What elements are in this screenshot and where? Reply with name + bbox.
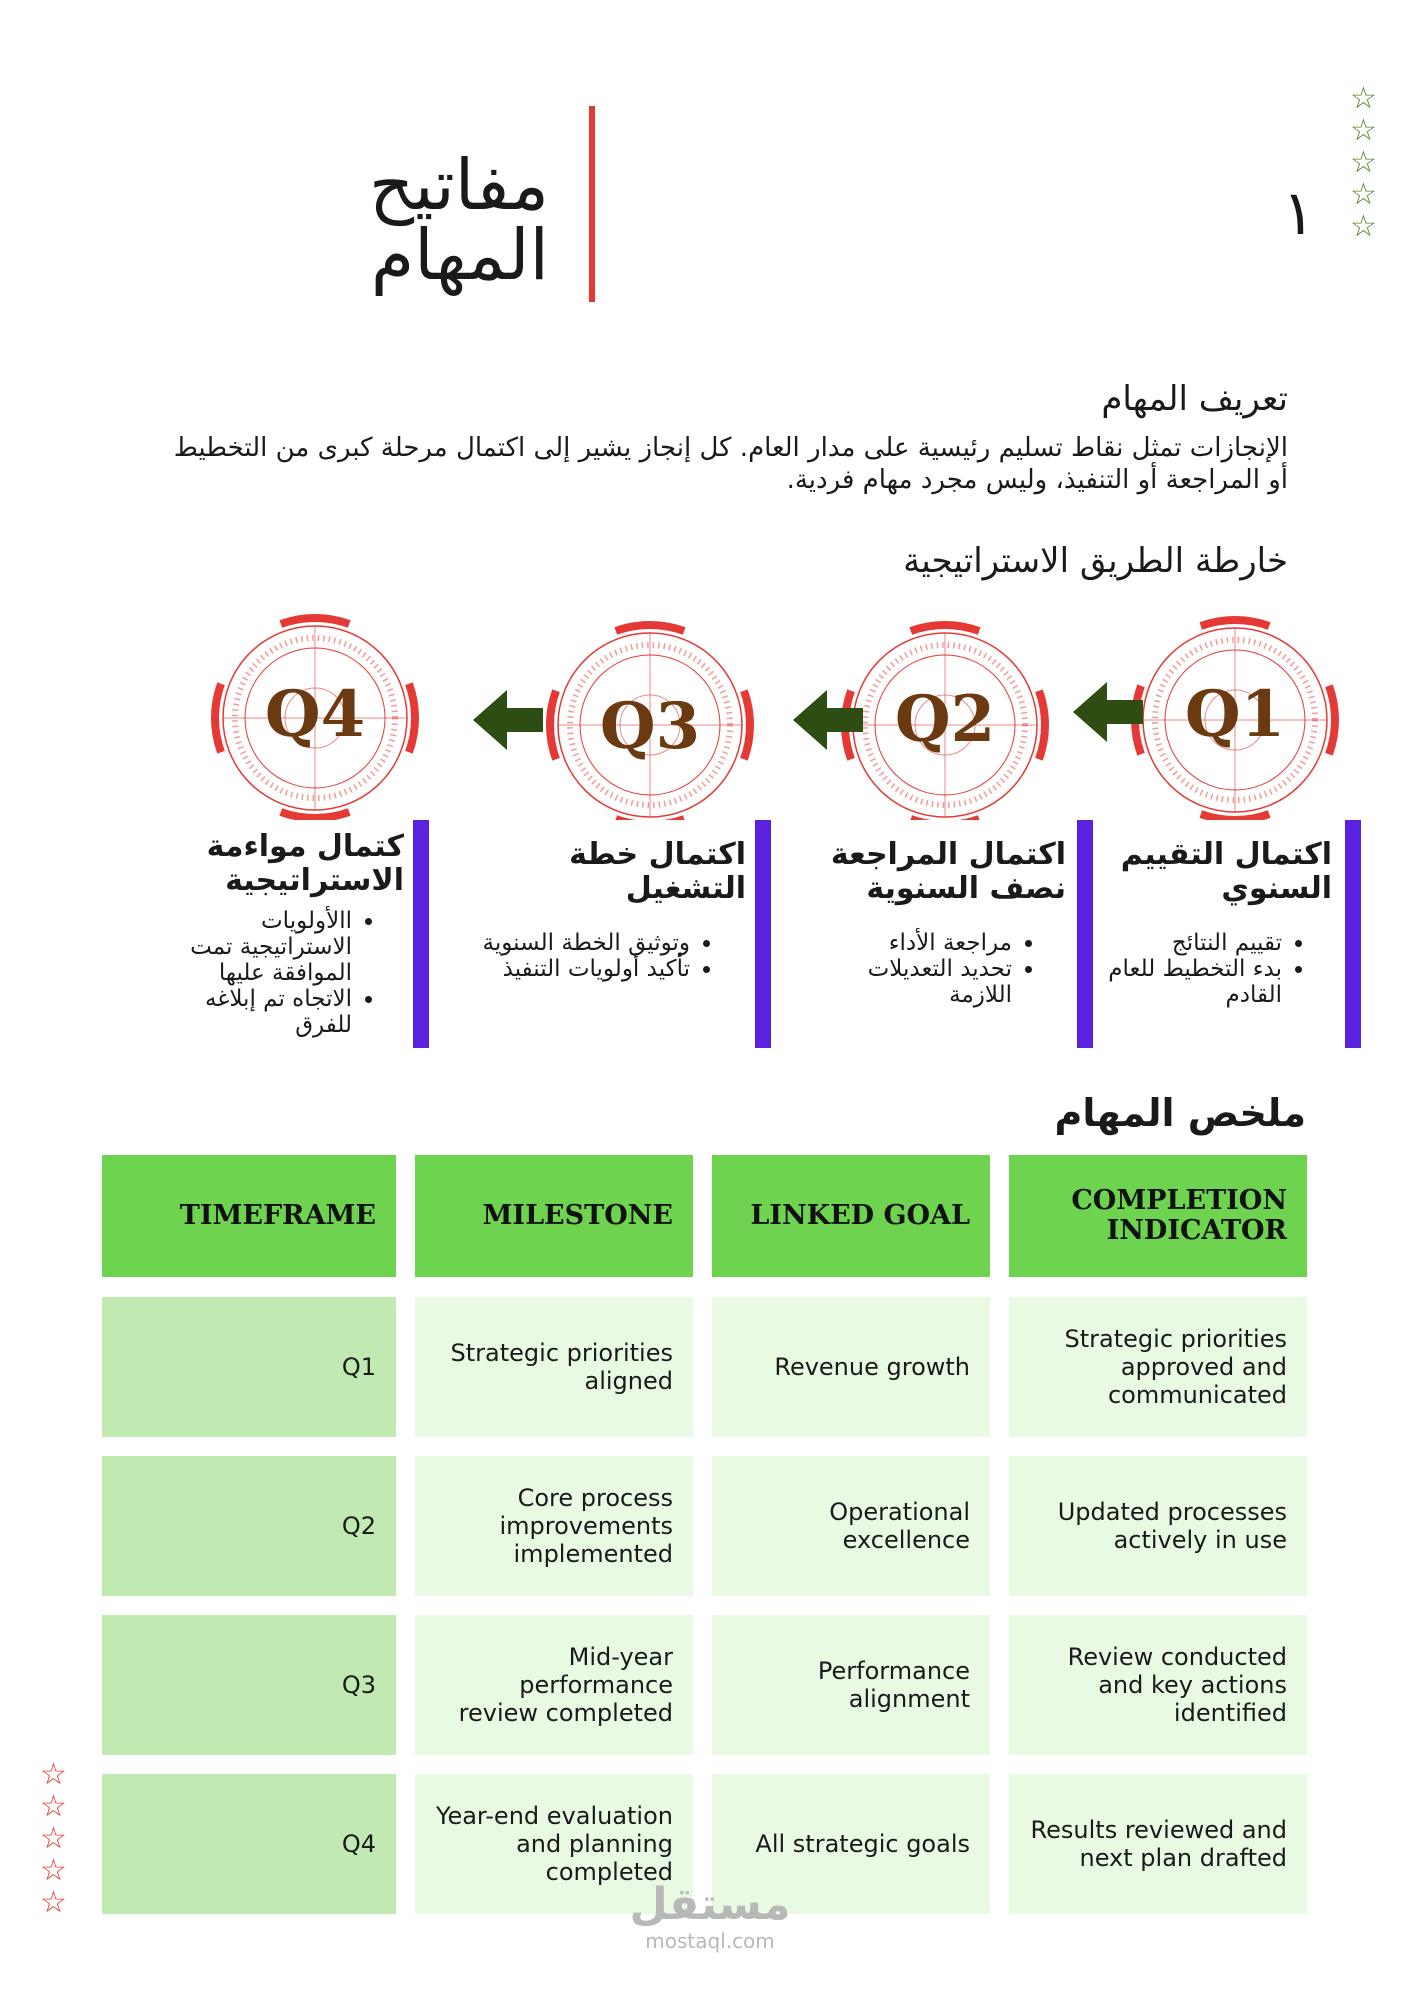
ring-arc-q1-2 — [1201, 814, 1269, 820]
table-header-completion-indicator: COMPLETION INDICATOR — [1009, 1155, 1307, 1277]
table-cell-linked-goal: Operational excellence — [712, 1456, 990, 1596]
table-cell-milestone: Mid-year performance review completed — [415, 1615, 693, 1755]
summary-title: ملخص المهام — [1054, 1091, 1306, 1135]
milestone-title-q1: اكتمال التقييم السنوي — [1120, 837, 1332, 906]
table-cell-timeframe: Q2 — [102, 1456, 396, 1596]
table-header-linked-goal: LINKED GOAL — [712, 1155, 990, 1277]
ring-arc-q4-1 — [409, 684, 415, 752]
milestone-bullet: • تحديد التعديلات اللازمة — [802, 956, 1012, 1008]
watermark-logo-text: مستقل — [629, 1879, 791, 1930]
star-icon: ☆ — [40, 1789, 67, 1824]
milestone-title-q3: اكتمال خطة التشغيل — [569, 837, 746, 906]
table-cell-milestone: Core process improvements implemented — [415, 1456, 693, 1596]
table-cell-milestone: Strategic priorities aligned — [415, 1297, 693, 1437]
table-cell-completion-indicator: Review conducted and key actions identified — [1009, 1615, 1307, 1755]
milestone-bullet: • بدء التخطيط للعام القادم — [1072, 956, 1282, 1008]
milestone-bullet: • وتوثيق الخطة السنوية — [450, 930, 690, 956]
ring-arc-q1-0 — [1201, 620, 1269, 626]
ring-arc-q2-2 — [911, 819, 979, 820]
roadmap-heading: خارطة الطريق الاستراتيجية — [903, 541, 1288, 581]
star-icon: ☆ — [1350, 145, 1377, 180]
star-decoration-bottom — [40, 1757, 67, 1920]
quarter-label-q3: Q3 — [599, 689, 701, 764]
table-cell-timeframe: Q3 — [102, 1615, 396, 1755]
ring-arc-q4-3 — [215, 684, 221, 752]
milestone-list-q3 — [450, 930, 716, 982]
star-icon: ☆ — [40, 1885, 67, 1920]
ring-arc-q4-2 — [281, 812, 349, 818]
milestone-title-q4: كتمال مواءمة الاستراتيجية — [206, 829, 404, 898]
intro-body: الإنجازات تمثل نقاط تسليم رئيسية على مدار العام. كل إنجاز يشير إلى اكتمال مرحلة كبرى من التخطيط أو المراجعة أو التنفيذ، وليس مجرد مهام فردية. — [173, 433, 1288, 495]
page-title: مفاتيح المهام — [368, 144, 549, 296]
ring-arc-q2-1 — [1039, 691, 1045, 759]
milestone-bar-q4 — [413, 820, 429, 1048]
milestone-list-q2 — [802, 930, 1038, 1008]
milestone-list-q4 — [162, 908, 378, 1038]
milestone-title-q2: اكتمال المراجعة نصف السنوية — [830, 837, 1066, 906]
table-cell-completion-indicator: Results reviewed and next plan drafted — [1009, 1774, 1307, 1914]
ring-arc-q3-0 — [616, 625, 684, 631]
table-cell-milestone: Year-end evaluation and planning completed — [415, 1774, 693, 1914]
arrow-left-icon-q3-q4 — [473, 690, 543, 750]
table-cell-linked-goal: All strategic goals — [712, 1774, 990, 1914]
milestone-bullet: • مراجعة الأداء — [802, 930, 1012, 956]
star-icon: ☆ — [1350, 81, 1377, 116]
table-cell-linked-goal: Performance alignment — [712, 1615, 990, 1755]
ring-arc-q2-0 — [911, 625, 979, 631]
quarter-label-q2: Q2 — [894, 682, 996, 757]
star-icon: ☆ — [1350, 209, 1377, 244]
star-icon: ☆ — [1350, 177, 1377, 212]
ring-arc-q1-1 — [1329, 686, 1335, 754]
star-icon: ☆ — [40, 1757, 67, 1792]
intro-heading: تعريف المهام — [1101, 379, 1288, 419]
title-divider — [589, 106, 595, 302]
milestone-bullet: • تأكيد أولويات التنفيذ — [450, 956, 690, 982]
table-cell-completion-indicator: Updated processes actively in use — [1009, 1456, 1307, 1596]
quarter-label-q4: Q4 — [264, 677, 366, 752]
table-cell-completion-indicator: Strategic priorities approved and communicated — [1009, 1297, 1307, 1437]
table-header-milestone: MILESTONE — [415, 1155, 693, 1277]
ring-arc-q3-1 — [744, 691, 750, 759]
star-icon: ☆ — [40, 1821, 67, 1856]
milestone-list-q1 — [1072, 930, 1308, 1008]
ring-arc-q3-3 — [550, 691, 556, 759]
ring-arc-q3-2 — [616, 819, 684, 820]
star-icon: ☆ — [40, 1853, 67, 1888]
watermark — [620, 1880, 800, 1952]
table-header-timeframe: TIMEFRAME — [102, 1155, 396, 1277]
ring-arc-q4-0 — [281, 618, 349, 624]
quarter-label-q1: Q1 — [1184, 677, 1286, 752]
milestone-bar-q1 — [1345, 820, 1361, 1048]
milestone-bullet: • تقييم النتائج — [1072, 930, 1282, 956]
page-number: ١ — [1282, 176, 1316, 249]
watermark-url: mostaql.com — [645, 1929, 775, 1953]
milestone-bullet: • االأولويات الاستراتيجية تمت الموافقة عليها — [162, 908, 352, 986]
table-cell-timeframe: Q1 — [102, 1297, 396, 1437]
milestone-bar-q3 — [755, 820, 771, 1048]
table-cell-timeframe: Q4 — [102, 1774, 396, 1914]
milestone-bullet: • الاتجاه تم إبلاغه للفرق — [162, 986, 352, 1038]
milestone-bar-q2 — [1077, 820, 1093, 1048]
star-decoration-top — [1350, 81, 1377, 244]
star-icon: ☆ — [1350, 113, 1377, 148]
table-cell-linked-goal: Revenue growth — [712, 1297, 990, 1437]
